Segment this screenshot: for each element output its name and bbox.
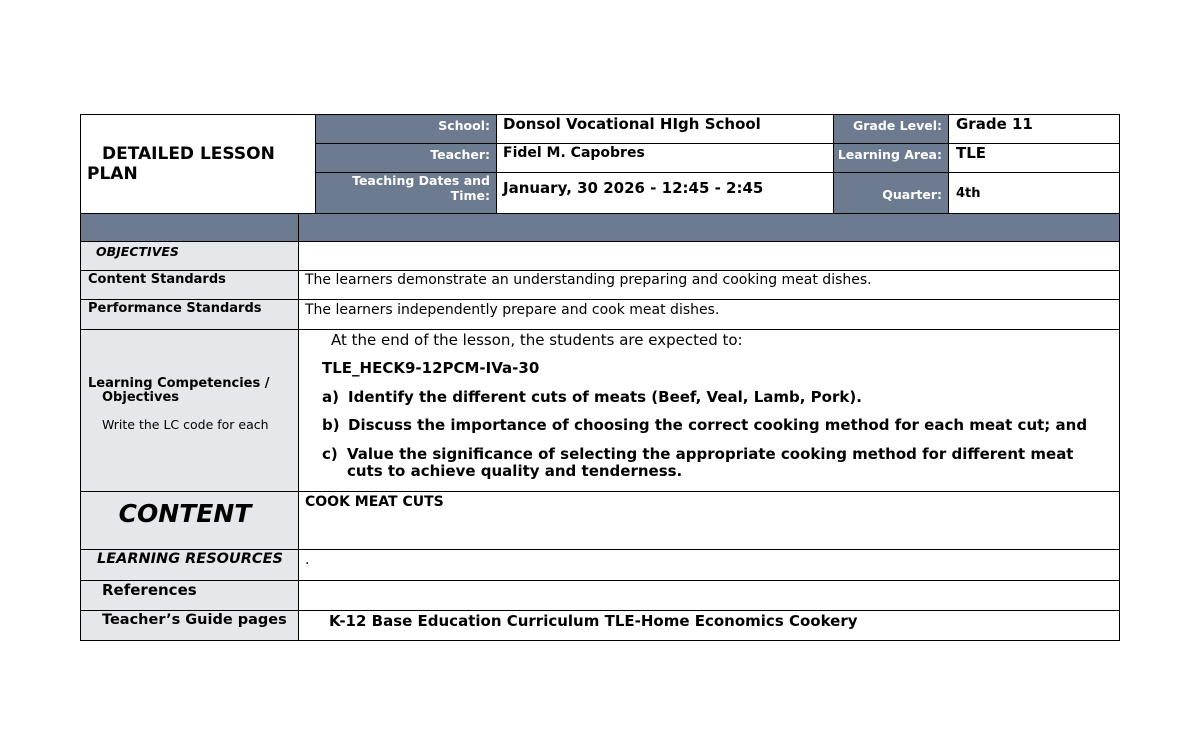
- content-label: CONTENT: [118, 499, 252, 528]
- competency-item-a: Identify the different cuts of meats (Beef, Veal, Lamb, Pork).: [348, 388, 862, 406]
- teacher-value: Fidel M. Capobres: [503, 145, 645, 161]
- objectives-label: OBJECTIVES: [96, 244, 179, 259]
- competencies-intro: At the end of the lesson, the students are expected to:: [331, 331, 743, 349]
- school-value: Donsol Vocational HIgh School: [503, 115, 761, 133]
- learning-area-label: Learning Area:: [837, 147, 942, 162]
- content-value: COOK MEAT CUTS: [305, 494, 444, 510]
- quarter-value: 4th: [956, 186, 981, 201]
- content-standards-label: Content Standards: [88, 272, 226, 287]
- learning-resources-value: .: [305, 552, 310, 568]
- section-band: [80, 213, 1119, 241]
- competency-marker-a: a): [322, 388, 339, 406]
- learning-area-value: TLE: [956, 144, 987, 162]
- competency-marker-b: b): [322, 416, 340, 434]
- competency-marker-c: c): [322, 445, 338, 463]
- performance-standards-value: The learners independently prepare and cook meat dishes.: [305, 302, 720, 318]
- competencies-note: Write the LC code for each: [102, 417, 269, 432]
- lesson-plan-title: DETAILED LESSON PLAN: [87, 144, 275, 184]
- teachers-guide-label: Teacher’s Guide pages: [102, 612, 287, 628]
- grade-label: Grade Level:: [853, 118, 942, 133]
- competency-item-c: Value the significance of selecting the appropriate cooking method for different meat cuts to achieve quality and tenderness.: [347, 445, 1074, 480]
- competency-item-b: Discuss the importance of choosing the correct cooking method for each meat cut; and: [348, 416, 1088, 434]
- dates-label: Teaching Dates and Time:: [352, 173, 490, 203]
- learning-resources-label: LEARNING RESOURCES: [97, 551, 283, 567]
- content-standards-value: The learners demonstrate an understanding preparing and cooking meat dishes.: [305, 272, 872, 288]
- competencies-code: TLE_HECK9-12PCM-IVa-30: [322, 359, 540, 377]
- performance-standards-label: Performance Standards: [88, 301, 262, 316]
- school-label: School:: [438, 118, 490, 133]
- teachers-guide-value: K-12 Base Education Curriculum TLE-Home Economics Cookery: [329, 612, 858, 630]
- quarter-label: Quarter:: [882, 187, 942, 202]
- references-label: References: [102, 581, 197, 599]
- grade-value: Grade 11: [956, 115, 1033, 133]
- dates-value: January, 30 2026 - 12:45 - 2:45: [503, 179, 764, 197]
- teacher-label: Teacher:: [430, 147, 490, 162]
- competencies-label: Learning Competencies / Objectives: [88, 376, 270, 405]
